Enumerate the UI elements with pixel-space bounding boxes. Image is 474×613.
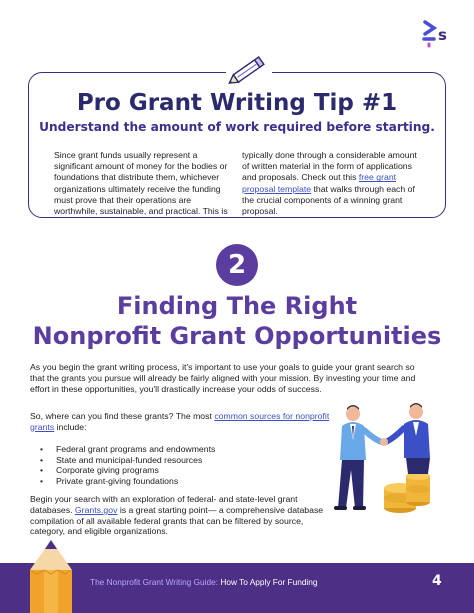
footer-guide-rest: How To Apply For Funding [218, 577, 318, 587]
coin-stack-icon [384, 472, 430, 513]
common-sources-link[interactable]: common sources for nonprofit grants [30, 411, 330, 432]
pencil-icon [220, 54, 272, 90]
businessman-left-figure [334, 405, 382, 510]
list-item-text: Private grant-giving foundations [56, 475, 179, 486]
tip-text-right-before: typically done through a considerable amount of written material in the form of applications and proposals. Check out this [242, 150, 417, 183]
p3-after: is a great starting point— a comprehensive database compilation of all available federal grants that can be filtered by source, category, and eligible organizations. [30, 504, 324, 537]
tip-text-left: Since grant funds usually represent a significant amount of money for the bodies or foundations that distribute them, whichever organizations ultimately receive the funding must prove that their operations are worthwhile, sustainable, and practical. This is [54, 150, 228, 217]
sources-list [40, 444, 215, 486]
handshake-icon [380, 438, 388, 446]
section-title-line1: Finding The Right [116, 292, 358, 320]
businessman-right-figure [386, 403, 430, 474]
list-item [40, 455, 215, 466]
list-item [40, 476, 215, 487]
grants-gov-link[interactable]: Grants.gov [74, 504, 118, 515]
handshake-illustration [320, 400, 450, 520]
tip-title: Pro Grant Writing Tip #1 [76, 90, 398, 116]
free-grant-proposal-template-link[interactable]: free grant proposal template [242, 172, 397, 194]
body-paragraph-3 [30, 494, 330, 537]
list-item-text: State and municipal-funded resources [56, 454, 203, 465]
pencil-decoration-icon [20, 540, 82, 613]
p2-after: include: [54, 421, 87, 432]
footer-guide-title [90, 577, 318, 587]
footer-guide-accent: The Nonprofit Grant Writing Guide: [90, 577, 219, 587]
tip-text-right [242, 150, 426, 217]
logo-letter: s [438, 26, 447, 44]
list-item [40, 465, 215, 476]
p3-before: Begin your search with an exploration of federal- and state-level grant databases. [30, 494, 298, 515]
bullet-marker: • [40, 465, 44, 476]
list-item [40, 444, 215, 455]
bullet-marker: • [40, 475, 44, 486]
list-item-text: Corporate giving programs [56, 465, 159, 476]
page-number: 4 [432, 573, 442, 589]
brand-logo-icon [422, 18, 452, 48]
bullet-marker: • [40, 454, 44, 465]
list-item-text: Federal grant programs and endowments [56, 444, 216, 454]
body-paragraph-2 [30, 411, 330, 433]
tip-subtitle: Understand the amount of work required before starting. [39, 120, 435, 134]
body-paragraph-1: As you begin the grant writing process, it's important to use your goals to guide your grant search so that the grants you pursue will already be fairly aligned with your mission. By investing your time and effort in these opportunities, you'll drastically increase your odds of success. [30, 362, 416, 394]
section-number-badge: 2 [216, 244, 258, 286]
bullet-marker: • [40, 444, 44, 454]
tip-text-right-after: that walks through each of the crucial components of a winning grant proposal. [242, 183, 415, 217]
p2-before: So, where can you find these grants? The most [30, 411, 215, 421]
section-title-line2: Nonprofit Grant Opportunities [32, 322, 442, 350]
